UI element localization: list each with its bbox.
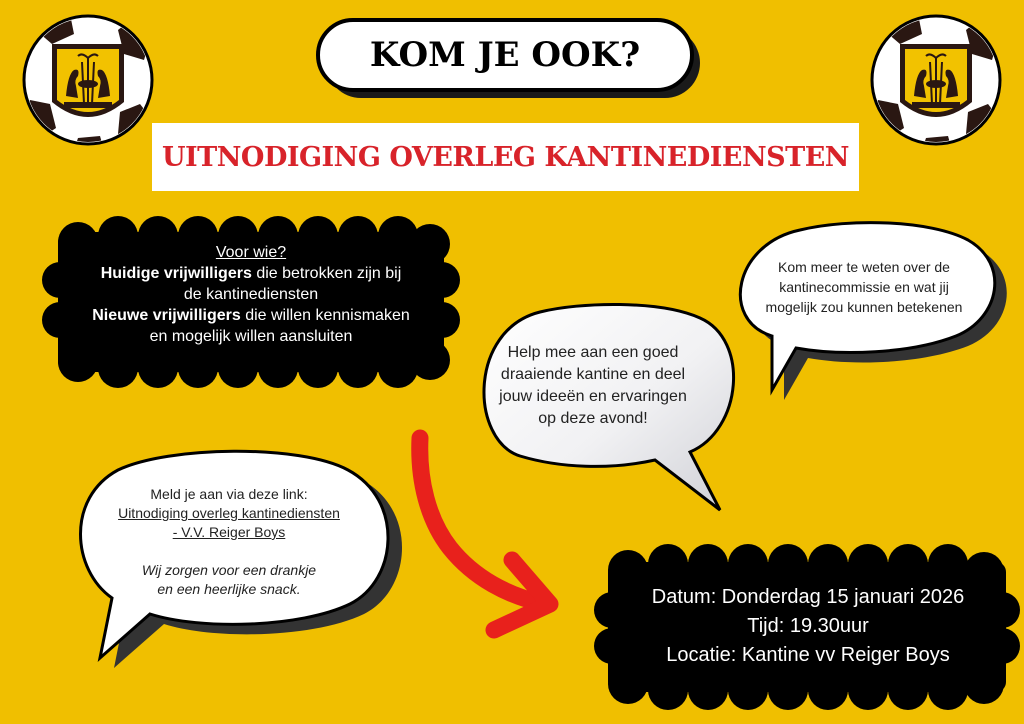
subtitle-banner xyxy=(152,123,859,191)
logo-left xyxy=(22,14,154,150)
signup-note-1: Wij zorgen voor een drankje xyxy=(141,562,317,578)
subtitle: UITNODIGING OVERLEG KANTINEDIENSTEN xyxy=(161,141,849,173)
signup-bubble-text xyxy=(96,485,362,599)
who-bubble-text xyxy=(66,242,436,347)
more-line-2: kantinecommissie en wat jij xyxy=(779,279,949,295)
signup-link-line-1[interactable]: Uitnodiging overleg kantinediensten xyxy=(118,505,340,521)
help-line-3: jouw ideeën en ervaringen xyxy=(499,388,687,405)
help-bubble-text xyxy=(476,342,710,430)
who-line-2: de kantinediensten xyxy=(183,286,319,303)
who-heading: Voor wie? xyxy=(215,244,287,261)
help-line-4: op deze avond! xyxy=(538,410,648,427)
who-line-1-rest: die betrokken zijn bij xyxy=(256,265,402,282)
more-line-3: mogelijk zou kunnen betekenen xyxy=(765,299,963,315)
signup-line-1: Meld je aan via deze link: xyxy=(150,486,308,502)
who-line-3-rest: die willen kennismaken xyxy=(245,307,410,324)
who-line-1 xyxy=(66,263,436,284)
who-line-1-bold: Huidige vrijwilligers xyxy=(100,265,252,282)
event-date: Datum: Donderdag 15 januari 2026 xyxy=(651,586,965,608)
event-time: Tijd: 19.30uur xyxy=(747,615,869,637)
who-line-3 xyxy=(66,305,436,326)
more-bubble-text xyxy=(754,257,974,317)
signup-note-2: en een heerlijke snack. xyxy=(157,581,301,597)
who-line-3-bold: Nieuwe vrijwilligers xyxy=(92,307,241,324)
help-line-1: Help mee aan een goed xyxy=(507,344,679,361)
event-box-text xyxy=(620,583,996,670)
signup-link-line-2[interactable]: - V.V. Reiger Boys xyxy=(172,524,286,540)
logo-right xyxy=(870,14,1002,150)
red-arrow xyxy=(420,438,550,630)
help-line-2: draaiende kantine en deel xyxy=(500,366,686,383)
more-line-1: Kom meer te weten over de xyxy=(778,259,950,275)
event-location: Locatie: Kantine vv Reiger Boys xyxy=(666,644,950,666)
page-title: KOM JE OOK? xyxy=(369,35,641,75)
who-line-4: en mogelijk willen aansluiten xyxy=(149,328,353,345)
